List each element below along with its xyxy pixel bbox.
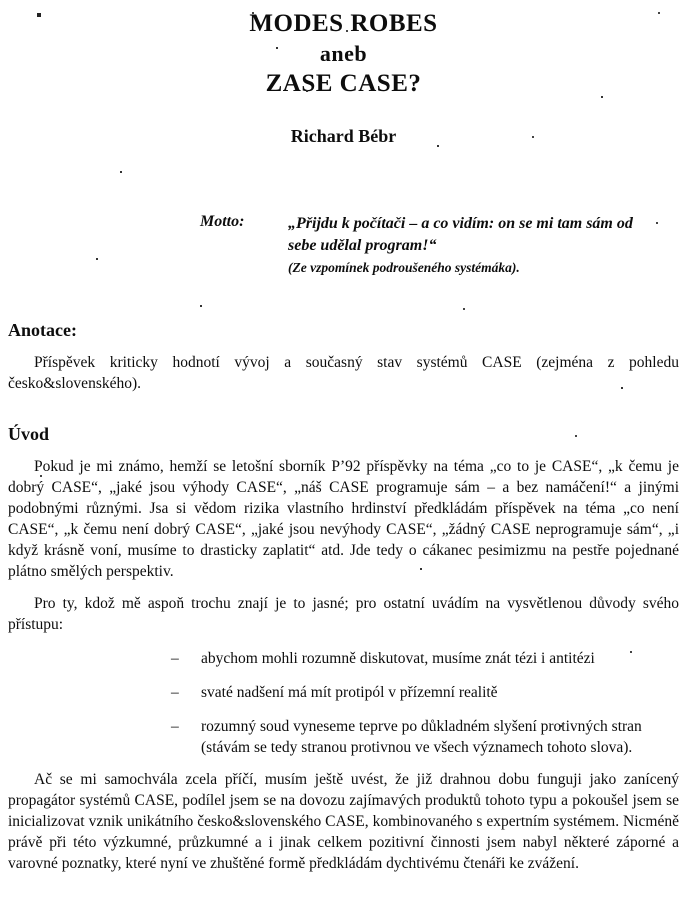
anotace-paragraph: Příspěvek kriticky hodnotí vývoj a současný stav systémů CASE (zejména z pohledu česko&slovenského). [8, 354, 679, 392]
motto-body [288, 213, 679, 278]
list-item [171, 648, 665, 669]
list-item-text: svaté nadšení má mít protipól v přízemní realitě [201, 684, 498, 701]
motto-quote-line-1: „Přijdu k počítači – a co vidím: on se mi tam sám od [288, 215, 633, 232]
uvod-paragraph-3: Ač se mi samochvála zcela příčí, musím ještě uvést, že již drahnou dobu funguji jako zanícený propagátor systémů CASE, podílel jsem se na dovozu zajímavých produktů tohoto typu a pokoušel jsem se inicializovat vznik unikátního česko&slovenského CASE, kombinovaného s expertním systémem. Nicméně právě při této výzkumné, průzkumné a i jinak celkem pozitivní činnosti jsem nabyl některé záporné a varovné poznatky, které nyní ve zhuštěné formě předkládám dychtivému čtenáři ke zvážení. [8, 771, 679, 872]
list-item-text: rozumný soud vyneseme teprve po důkladném slyšení protivných stran (stávám se tedy stranou protivnou ve všech významech tohoto slova). [201, 718, 642, 756]
dash-bullet-marker: – [171, 684, 179, 701]
paper-title-block [8, 8, 679, 99]
section-heading-uvod: Úvod [8, 424, 50, 444]
section-heading-anotace: Anotace: [8, 320, 77, 340]
reasons-bullet-list [8, 648, 679, 758]
paper-title-line-1: MODES ROBES [249, 10, 438, 37]
author-name: Richard Bébr [290, 126, 397, 146]
list-item [171, 682, 665, 703]
motto-attribution: (Ze vzpomínek podroušeného systémáka). [288, 260, 520, 275]
uvod-paragraph-2: Pro ty, kdož mě aspoň trochu znají je to jasné; pro ostatní uvádím na vysvětlenou důvody svého přístupu: [8, 595, 679, 633]
list-item-text: abychom mohli rozumně diskutovat, musíme znát tézi i antitézi [201, 650, 595, 667]
list-item [171, 716, 665, 758]
motto-block [200, 213, 679, 278]
dash-bullet-marker: – [171, 718, 179, 735]
uvod-paragraph-1: Pokud je mi známo, hemží se letošní sborník P’92 příspěvky na téma „co to je CASE“, „k čemu je dobrý CASE“, „jaké jsou výhody CASE“, „náš CASE programuje sám – a bez namáčení!“ a jinými podobnými různými. Jsa si vědom rizika vlastního hrdinství předkládám příspěvek na téma „co není CASE“, „k čemu není dobrý CASE“, „jaké jsou nevýhody CASE“, „žádný CASE neprogramuje sám“, „i když krásně voní, musíme to drasticky zaplatit“ atd. Jde tedy o cákanec pesimizmu na pestře pojednané plátno smělých perspektiv. [8, 458, 679, 580]
paper-title-line-3: ZASE CASE? [265, 70, 422, 97]
motto-quote-line-2: sebe udělal program!“ [288, 237, 437, 254]
motto-label: Motto: [200, 213, 245, 230]
paper-title-line-2: aneb [319, 41, 368, 66]
dash-bullet-marker: – [171, 650, 179, 667]
scan-noise-specks [0, 0, 2, 2]
